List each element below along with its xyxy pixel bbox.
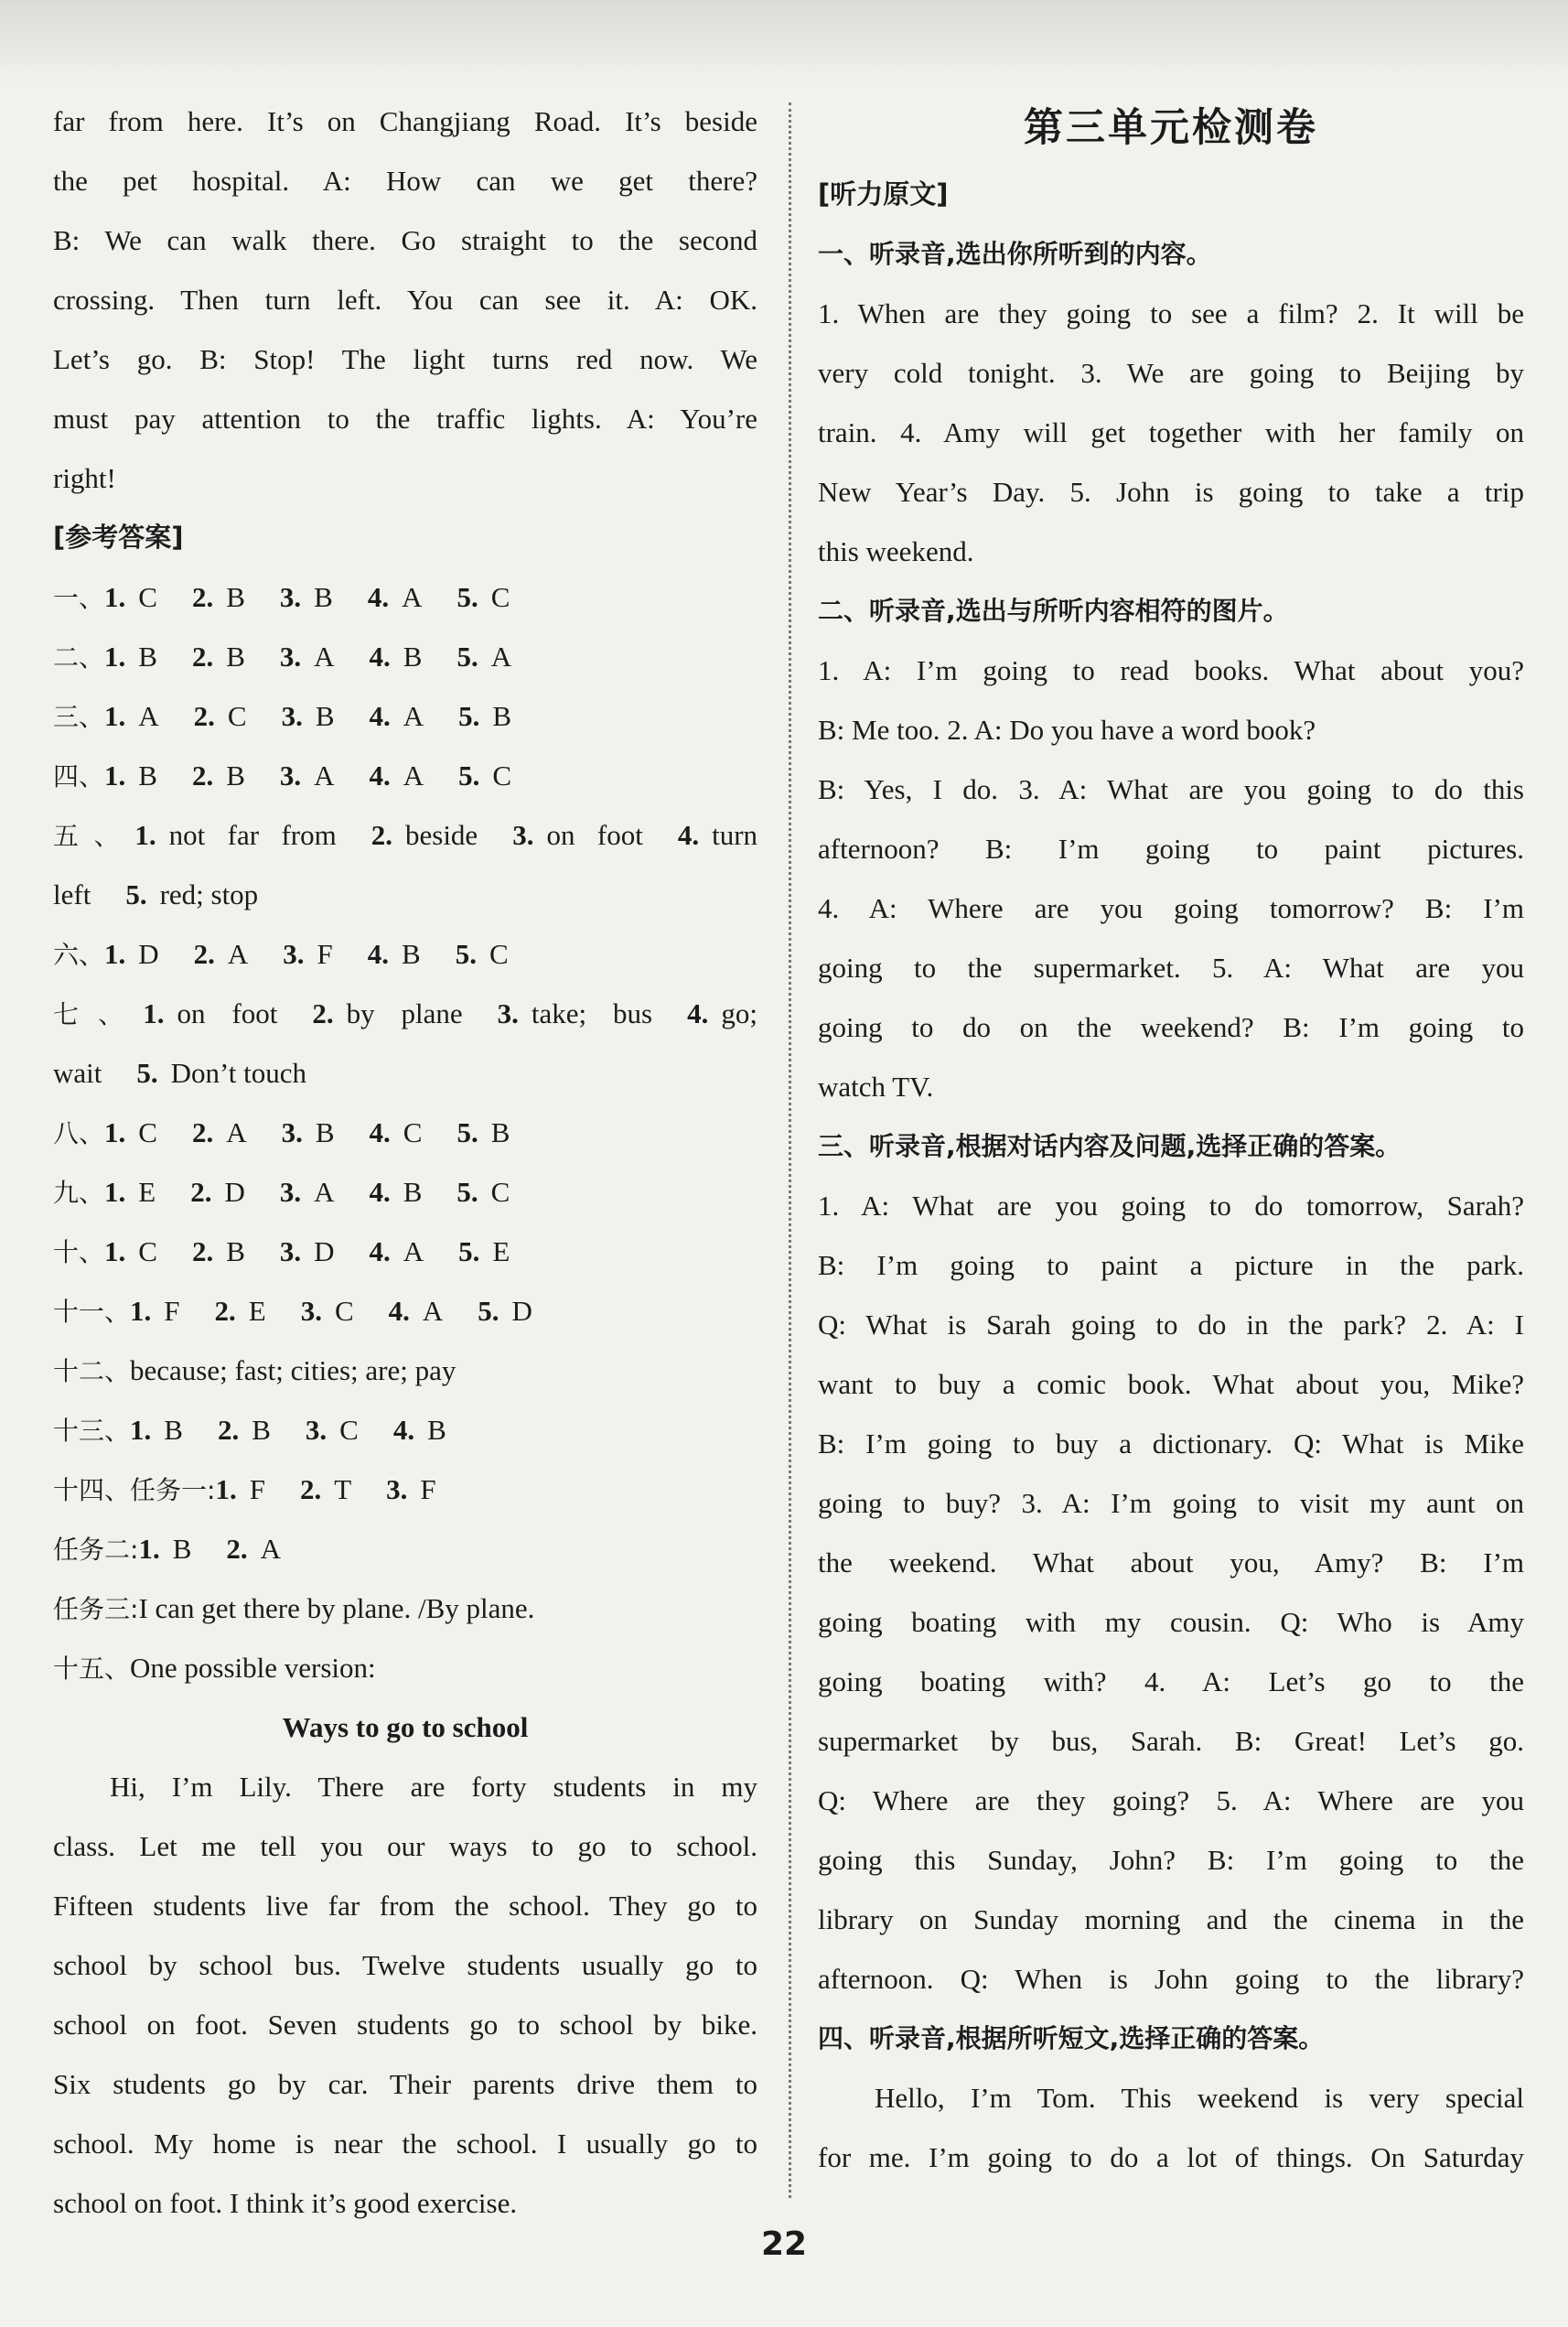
item-answer: F [249, 1473, 265, 1505]
item-answer: go; [721, 997, 757, 1029]
script-line: going to the supermarket. 5. A: What are you [818, 952, 1524, 984]
unit-title: 第三单元检测卷 [1024, 105, 1318, 151]
row-label: 五、 [53, 821, 135, 851]
script-line: going boating with? 4. A: Let’s go to the [818, 1665, 1524, 1697]
item-answer: B [315, 1116, 335, 1148]
text-line: far from here. It’s on Changjiang Road. It’s beside [53, 105, 757, 137]
item-number: 4. [369, 700, 391, 732]
item-number: 2. [193, 700, 215, 732]
answer-row [53, 1103, 757, 1162]
script-line: going this Sunday, John? B: I’m going to the [818, 1844, 1524, 1876]
item-number: 4. [369, 1116, 391, 1148]
item-answer: B [252, 1414, 271, 1446]
item-answer: C [339, 1414, 359, 1446]
text-line: must pay attention to the traffic lights. A: You’re [53, 403, 757, 435]
item-answer: B [138, 641, 157, 673]
answer-row [53, 1281, 757, 1341]
answer-row [53, 1043, 757, 1103]
item-answer: C [403, 1116, 423, 1148]
essay-line: school. My home is near the school. I usually go to [53, 2128, 757, 2160]
text-line: B: We can walk there. Go straight to the second [53, 224, 757, 256]
item-answer: B [427, 1414, 446, 1446]
item-answer: A [490, 641, 512, 673]
item-answer: A [403, 760, 424, 792]
essay-line: class. Let me tell you our ways to go to school. [53, 1830, 757, 1862]
script-line: library on Sunday morning and the cinema in the [818, 1903, 1524, 1935]
script-line: afternoon? B: I’m going to paint pictures. [818, 833, 1524, 865]
text-line: right! [53, 462, 116, 494]
item-answer: A [314, 760, 335, 792]
item-answer: on foot [546, 819, 643, 851]
item-number: 3. [386, 1473, 408, 1505]
item-number: 3. [497, 997, 519, 1029]
item-number: 1. [143, 997, 165, 1029]
item-number: 3. [283, 938, 305, 970]
row-label: 任务二: [53, 1535, 139, 1565]
item-answer: beside [405, 819, 478, 851]
item-answer: Don’t touch [170, 1057, 307, 1089]
item-number: 1. [104, 1176, 126, 1208]
item-answer: take; bus [531, 997, 653, 1029]
item-answer: turn [712, 819, 757, 851]
item-number: 4. [388, 1295, 410, 1327]
item-answer: wait [53, 1057, 102, 1089]
item-number: 2. [217, 1414, 240, 1446]
item-number: 1. [130, 1414, 152, 1446]
item-answer: A [226, 1116, 247, 1148]
text-line: the pet hospital. A: How can we get there? [53, 165, 757, 197]
item-number: 2. [191, 1116, 214, 1148]
item-answer: B [314, 581, 333, 613]
item-answer: A [260, 1533, 282, 1565]
script-line: the weekend. What about you, Amy? B: I’m [818, 1546, 1524, 1578]
script-line: supermarket by bus, Sarah. B: Great! Let’s go. [818, 1725, 1524, 1757]
script-line: B: I’m going to buy a dictionary. Q: What is Mike [818, 1427, 1524, 1460]
item-answer: A [138, 700, 159, 732]
item-answer: A [403, 700, 424, 732]
item-answer: B [172, 1533, 192, 1565]
item-answer: F [164, 1295, 180, 1327]
row-label: 十五、 [53, 1654, 131, 1684]
item-answer: B [403, 641, 423, 673]
item-number: 3. [300, 1295, 322, 1327]
item-answer: A [422, 1295, 444, 1327]
item-answer: E [248, 1295, 266, 1327]
item-number: 4. [677, 819, 700, 851]
answer-row [53, 924, 757, 984]
item-answer: C [138, 1116, 157, 1148]
item-answer: C [490, 1176, 510, 1208]
item-number: 1. [104, 1116, 126, 1148]
item-number: 3. [279, 1235, 302, 1267]
answer-row [53, 746, 757, 805]
item-number: 4. [687, 997, 709, 1029]
answer-row [53, 627, 757, 686]
row-label: 一、 [53, 583, 105, 613]
item-number: 2. [191, 641, 214, 673]
item-answer: C [489, 938, 509, 970]
item-number: 1. [104, 938, 126, 970]
item-number: 3. [279, 760, 302, 792]
item-answer: C [138, 1235, 157, 1267]
answer-row [53, 686, 757, 746]
script-line: Hello, I’m Tom. This weekend is very special [875, 2082, 1524, 2114]
row-label: 十、 [53, 1237, 105, 1267]
item-number: 1. [130, 1295, 152, 1327]
answer-rows [53, 567, 757, 805]
item-number: 2. [371, 819, 392, 851]
item-number: 3. [281, 700, 303, 732]
script-line: going to do on the weekend? B: I’m going to [818, 1011, 1524, 1043]
script-line: B: Me too. 2. A: Do you have a word book? [818, 714, 1316, 746]
section-heading: 四、听录音,根据所听短文,选择正确的答案。 [818, 2023, 1325, 2053]
page-number: 22 [760, 2225, 808, 2263]
item-answer: A [227, 938, 249, 970]
row-label: 六、 [53, 940, 105, 970]
row-text: One possible version: [130, 1652, 376, 1684]
answer-row [53, 1519, 757, 1578]
item-answer: B [315, 700, 335, 732]
item-number: 2. [191, 760, 214, 792]
item-number: 1. [104, 1235, 126, 1267]
row-label: 十三、 [53, 1416, 131, 1446]
item-number: 3. [281, 1116, 303, 1148]
item-answer: C [227, 700, 247, 732]
item-number: 4. [369, 1176, 391, 1208]
item-answer: T [334, 1473, 352, 1505]
left-column [53, 92, 757, 2233]
item-answer: B [226, 1235, 245, 1267]
script-line: this weekend. [818, 535, 974, 567]
answer-row [53, 1578, 757, 1638]
page-top-shadow [0, 0, 1568, 82]
item-number: 2. [191, 1235, 214, 1267]
script-line: Q: What is Sarah going to do in the park? 2. A: I [818, 1309, 1524, 1341]
section-heading: 二、听录音,选出与所听内容相符的图片。 [818, 596, 1289, 626]
item-answer: A [314, 641, 335, 673]
row-label: 二、 [53, 642, 105, 673]
item-number: 3. [279, 641, 302, 673]
script-line: New Year’s Day. 5. John is going to take a trip [818, 476, 1524, 508]
row-label: 任务三: [53, 1594, 139, 1624]
answer-row [53, 1400, 757, 1460]
item-answer: B [226, 760, 245, 792]
item-number: 2. [191, 581, 214, 613]
item-answer: red; stop [159, 878, 259, 910]
answer-row [53, 865, 757, 924]
essay-line: school on foot. Seven students go to school by bike. [53, 2009, 757, 2041]
item-number: 2. [226, 1533, 248, 1565]
column-divider [789, 102, 791, 2198]
item-answer: B [490, 1116, 510, 1148]
section-heading: 一、听录音,选出你所听到的内容。 [818, 239, 1212, 269]
row-text: because; fast; cities; are; pay [130, 1354, 456, 1386]
item-number: 5. [458, 700, 480, 732]
item-number: 2. [312, 997, 334, 1029]
row-label: 九、 [53, 1178, 105, 1208]
script-line: train. 4. Amy will get together with her family on [818, 416, 1524, 448]
item-answer: B [226, 581, 245, 613]
row-label: 三、 [53, 702, 105, 732]
item-answer: A [402, 581, 423, 613]
answer-row [53, 1638, 757, 1697]
script-line: going to buy? 3. A: I’m going to visit my aunt on [818, 1487, 1524, 1519]
item-number: 1. [104, 760, 126, 792]
row-text: I can get there by plane. /By plane. [138, 1592, 535, 1624]
item-number: 5. [455, 938, 477, 970]
script-line: B: I’m going to paint a picture in the park. [818, 1249, 1524, 1281]
script-line: B: Yes, I do. 3. A: What are you going to do this [818, 773, 1524, 805]
item-number: 2. [299, 1473, 322, 1505]
answer-row [53, 805, 757, 865]
script-line: 1. When are they going to see a film? 2. It will be [818, 297, 1524, 329]
script-line: want to buy a comic book. What about you, Mike? [818, 1368, 1524, 1400]
row-label: 八、 [53, 1118, 105, 1148]
item-number: 2. [190, 1176, 212, 1208]
item-answer: E [138, 1176, 156, 1208]
item-number: 3. [279, 1176, 302, 1208]
item-answer: A [314, 1176, 335, 1208]
script-heading: [听力原文] [818, 178, 949, 210]
item-number: 5. [456, 581, 478, 613]
item-answer: D [314, 1235, 335, 1267]
script-line: 4. A: Where are you going tomorrow? B: I’m [818, 892, 1524, 924]
text-line: Let’s go. B: Stop! The light turns red now. We [53, 343, 757, 375]
item-answer: left [53, 878, 91, 910]
item-number: 4. [369, 641, 391, 673]
item-number: 5. [478, 1295, 499, 1327]
item-answer: B [403, 1176, 423, 1208]
item-answer: D [511, 1295, 532, 1327]
item-number: 3. [305, 1414, 328, 1446]
answer-row [53, 984, 757, 1043]
item-number: 1. [104, 581, 126, 613]
item-number: 5. [458, 760, 480, 792]
item-answer: F [317, 938, 333, 970]
item-number: 1. [134, 819, 156, 851]
item-number: 1. [104, 700, 126, 732]
item-answer: F [420, 1473, 436, 1505]
item-number: 2. [214, 1295, 236, 1327]
row-label: 十四、任务一: [53, 1475, 216, 1505]
script-line: afternoon. Q: When is John going to the library? [818, 1963, 1524, 1995]
item-answer: D [138, 938, 159, 970]
essay-line: Fifteen students live far from the school. They go to [53, 1890, 757, 1922]
item-number: 4. [369, 760, 391, 792]
answer-rows [53, 1103, 757, 1341]
section-heading: 三、听录音,根据对话内容及问题,选择正确的答案。 [818, 1131, 1402, 1161]
right-column [818, 92, 1524, 2187]
item-number: 5. [458, 1235, 480, 1267]
row-label: 四、 [53, 761, 105, 792]
item-answer: B [226, 641, 245, 673]
item-answer: not far from [168, 819, 337, 851]
answer-row [53, 1222, 757, 1281]
answer-row [53, 567, 757, 627]
script-line: 1. A: What are you going to do tomorrow, Sarah? [818, 1190, 1524, 1222]
item-answer: C [492, 760, 512, 792]
item-answer: C [490, 581, 510, 613]
item-answer: B [402, 938, 421, 970]
item-answer: A [403, 1235, 424, 1267]
item-answer: D [224, 1176, 245, 1208]
item-answer: C [334, 1295, 354, 1327]
item-number: 5. [136, 1057, 158, 1089]
item-answer: E [492, 1235, 510, 1267]
answer-row [53, 1162, 757, 1222]
row-label: 七、 [53, 999, 144, 1029]
answer-row [53, 1460, 757, 1519]
item-answer: B [164, 1414, 183, 1446]
essay-line: school on foot. I think it’s good exercise. [53, 2187, 518, 2219]
answers-heading: [参考答案] [53, 522, 184, 553]
item-number: 5. [125, 878, 147, 910]
answer-row [53, 1341, 757, 1400]
script-line: watch TV. [818, 1071, 934, 1103]
script-line: Q: Where are they going? 5. A: Where are you [818, 1784, 1524, 1816]
item-number: 4. [392, 1414, 415, 1446]
item-number: 1. [104, 641, 126, 673]
item-number: 5. [456, 1116, 478, 1148]
row-label: 十一、 [53, 1297, 131, 1327]
row-label: 十二、 [53, 1356, 131, 1386]
item-number: 3. [279, 581, 302, 613]
item-number: 3. [512, 819, 534, 851]
item-number: 4. [367, 581, 390, 613]
item-answer: B [138, 760, 157, 792]
script-line: 1. A: I’m going to read books. What about you? [818, 654, 1524, 686]
item-answer: B [492, 700, 512, 732]
essay-line: school by school bus. Twelve students usually go to [53, 1949, 757, 1981]
essay-line: Six students go by car. Their parents drive them to [53, 2068, 757, 2100]
item-number: 5. [456, 641, 478, 673]
script-line: for me. I’m going to do a lot of things. On Saturday [818, 2141, 1524, 2173]
item-answer: on foot [177, 997, 278, 1029]
text-line: crossing. Then turn left. You can see it. A: OK. [53, 284, 757, 316]
essay-title: Ways to go to school [282, 1711, 529, 1743]
essay-line: Hi, I’m Lily. There are forty students in my [110, 1771, 757, 1803]
item-number: 4. [369, 1235, 391, 1267]
item-number: 2. [193, 938, 215, 970]
script-line: going boating with my cousin. Q: Who is Amy [818, 1606, 1524, 1638]
item-number: 5. [456, 1176, 478, 1208]
item-answer: by plane [346, 997, 463, 1029]
script-line: very cold tonight. 3. We are going to Beijing by [818, 357, 1524, 389]
item-number: 4. [367, 938, 390, 970]
item-number: 1. [138, 1533, 160, 1565]
item-number: 1. [215, 1473, 237, 1505]
item-answer: C [138, 581, 157, 613]
